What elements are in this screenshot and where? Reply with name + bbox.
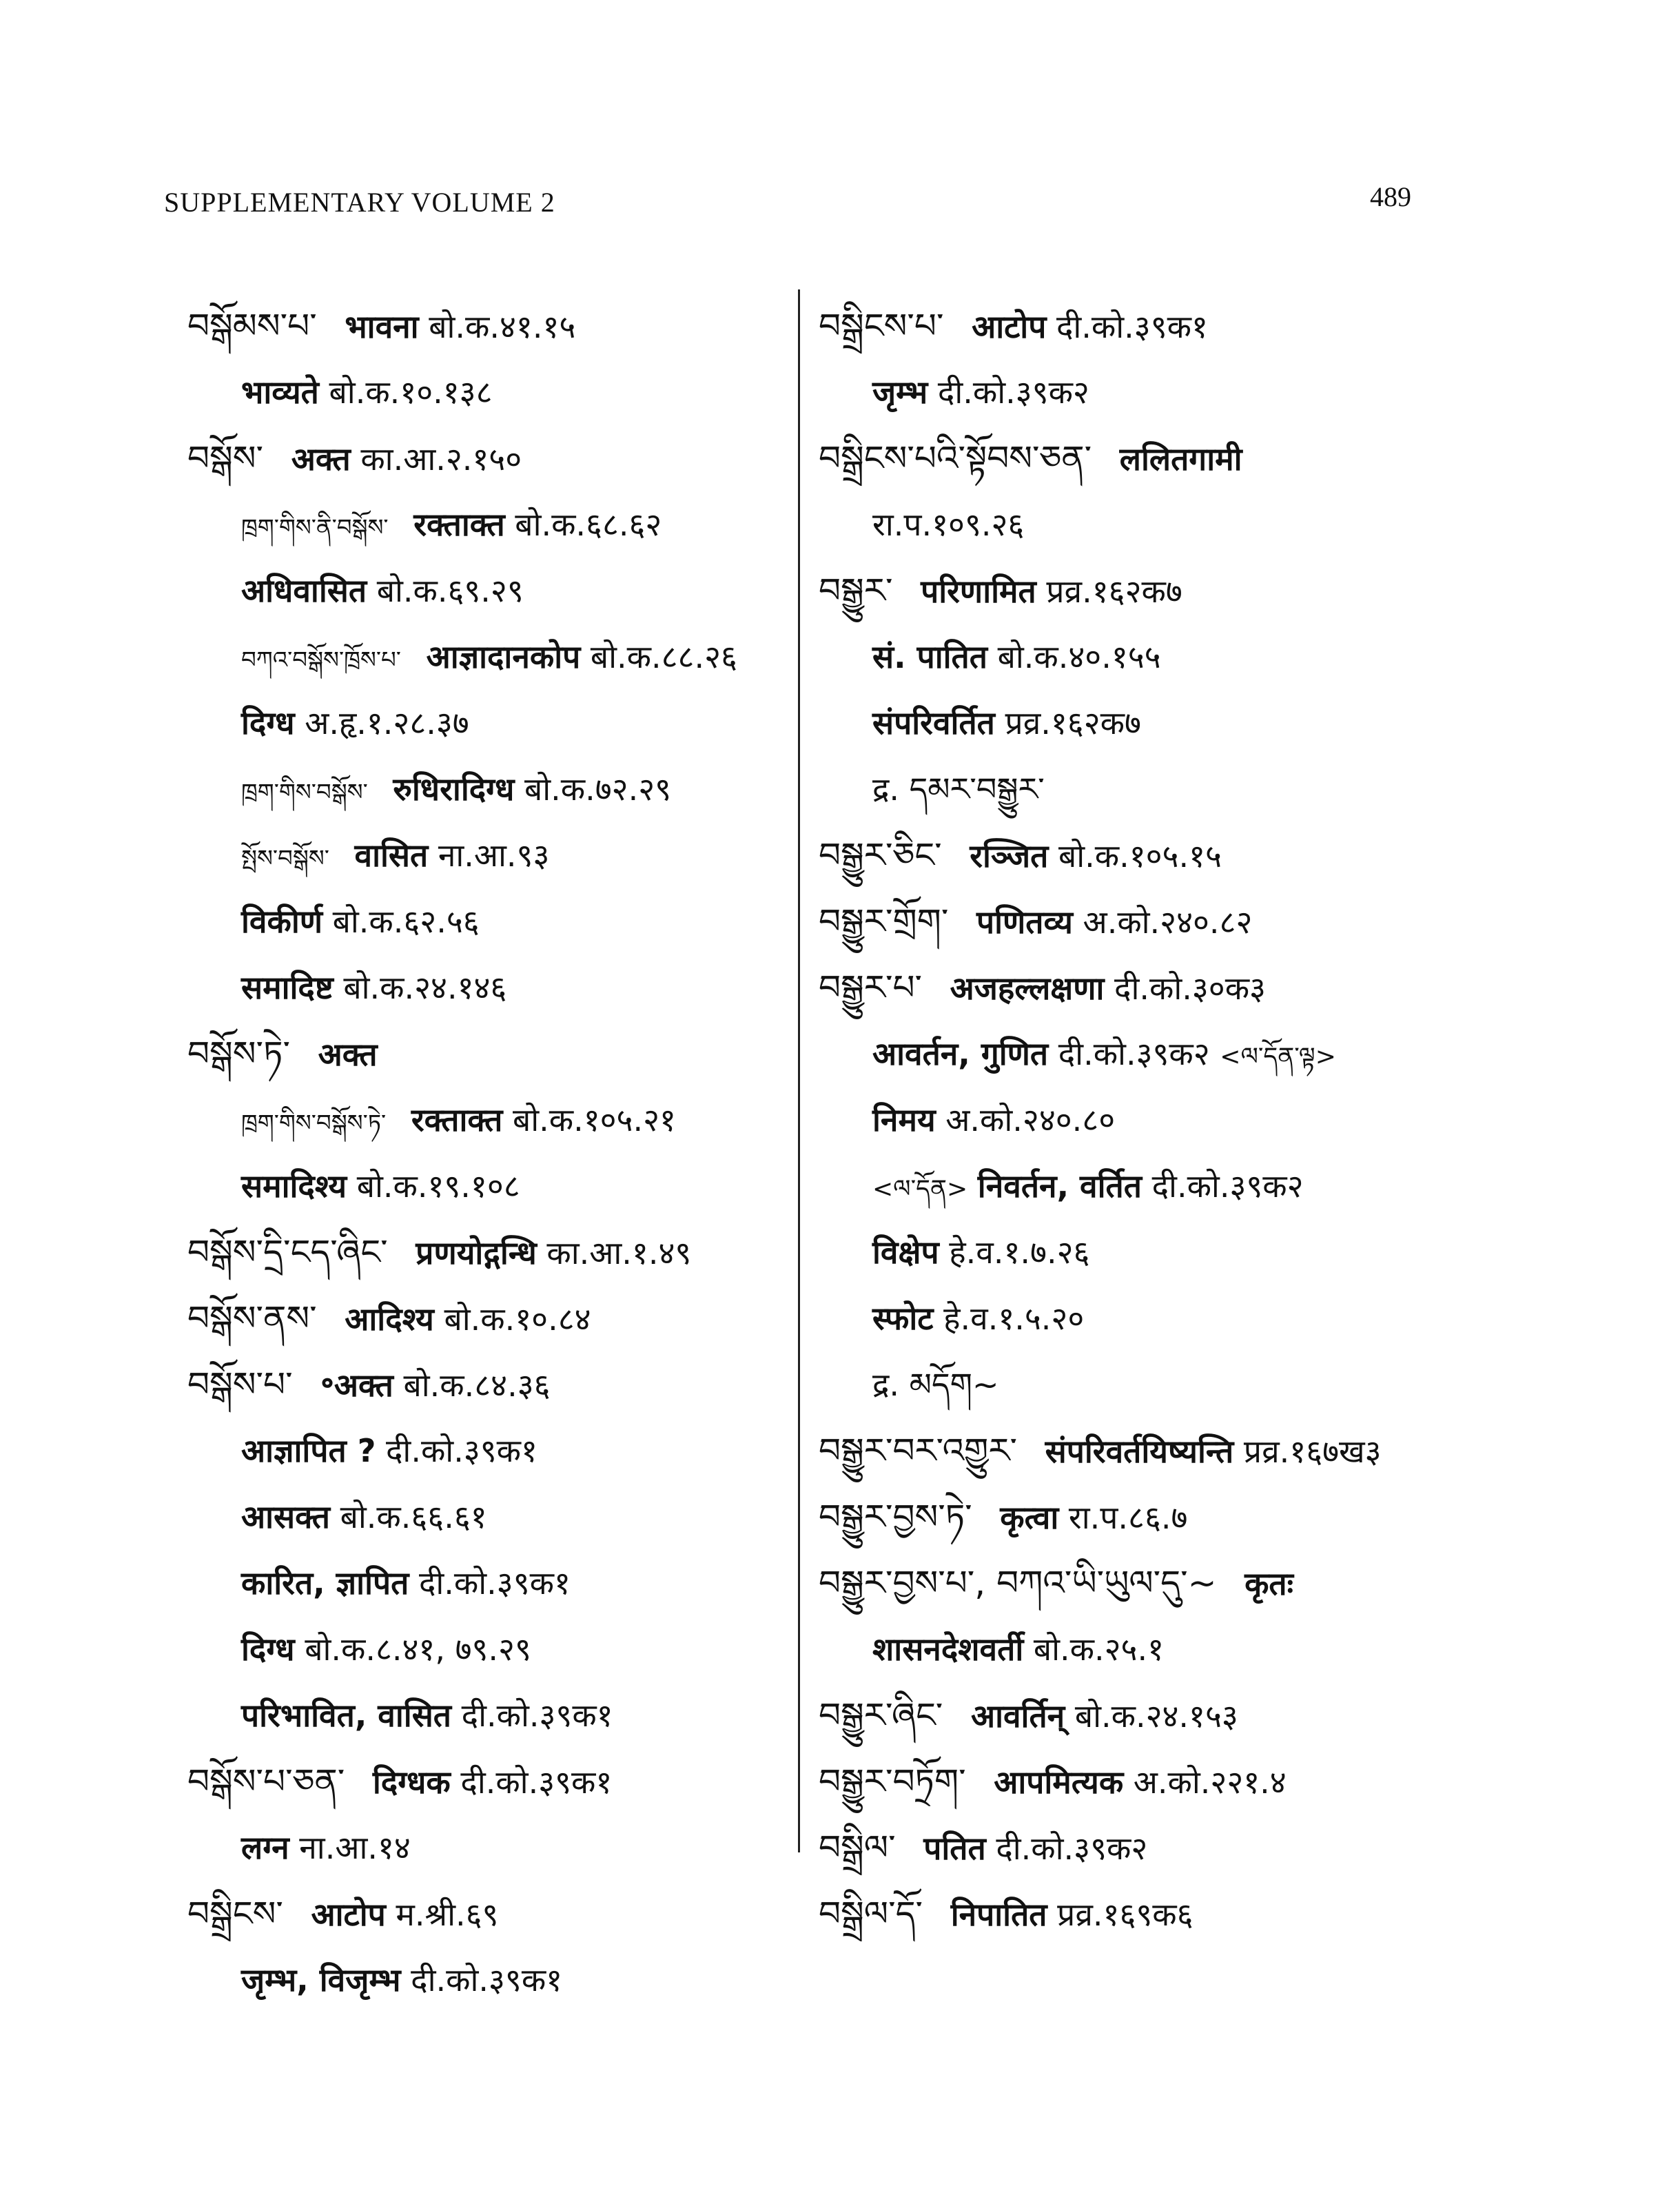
usage-note: <ལ་དོན་ལྟ>	[1220, 1043, 1336, 1071]
sanskrit-term: आटोप	[311, 1896, 386, 1933]
sanskrit-term: प्रणयोद्गन्धि	[416, 1234, 537, 1271]
sanskrit-term: रञ्जित	[970, 837, 1049, 875]
page-number: 489	[1370, 181, 1411, 212]
tibetan-headword: བསྒྱུར་ཞིང་	[819, 1695, 943, 1735]
source-reference: दी.को.३९क१	[460, 1764, 613, 1801]
source-reference: का.आ.१.४९	[546, 1234, 692, 1271]
tibetan-headword: བསྒོས་ཏེ་	[187, 1034, 290, 1074]
source-reference: बो.क.१९.१०८	[356, 1167, 520, 1205]
source-reference: अ.को.२२१.४	[1133, 1764, 1287, 1801]
dictionary-entry	[187, 1021, 780, 1087]
source-reference: दी.को.३९क२	[1151, 1167, 1304, 1205]
running-title: SUPPLEMENTARY VOLUME 2	[164, 187, 555, 218]
sanskrit-term: रक्ताक्त	[413, 506, 505, 543]
tibetan-headword: བསྒྱུར་པ་	[819, 968, 922, 1008]
tibetan-headword: བསྒྱུར་གྲོག་	[819, 901, 949, 941]
tibetan-subhead: ཁྲག་གིས་ནི་བསྒོས་	[241, 514, 389, 542]
dictionary-entry	[819, 822, 1665, 888]
tibetan-headword: བསྒོས་	[187, 438, 264, 478]
dictionary-subentry	[187, 1550, 780, 1616]
source-reference: दी.को.३९क१	[411, 1961, 563, 1999]
sanskrit-term: दिग्ध	[241, 1631, 295, 1668]
dictionary-subentry	[819, 756, 1665, 822]
sanskrit-term: भावना	[345, 308, 419, 345]
tibetan-headword: བསྒོས་ནས་	[187, 1298, 317, 1338]
dictionary-subentry	[819, 624, 1665, 690]
source-reference: दी.को.३९क२	[996, 1830, 1148, 1867]
dictionary-entry	[819, 293, 1665, 359]
sanskrit-term: समादिष्ट	[241, 969, 334, 1006]
source-reference: बो.क.२४.१५३	[1074, 1697, 1238, 1735]
source-reference: हे.व.१.५.२०	[943, 1300, 1085, 1337]
column-divider	[798, 289, 800, 1852]
source-reference: दी.को.३९क१	[461, 1697, 613, 1734]
dictionary-subentry	[819, 1219, 1665, 1285]
sanskrit-term: जृम्भ, विजृम्भ	[241, 1961, 401, 1999]
dictionary-entry	[819, 1418, 1665, 1484]
source-reference: द्र. དམར་བསྒྱུར་	[872, 770, 1045, 808]
sanskrit-term: परिणामित	[921, 573, 1036, 610]
sanskrit-term: रुधिरादिग्ध	[393, 770, 515, 808]
source-reference: बो.क.१०.१३८	[329, 374, 493, 411]
source-reference: ना.आ.१४	[299, 1829, 411, 1866]
dictionary-subentry	[187, 954, 780, 1021]
source-reference: रा.प.१०९.२६	[872, 506, 1025, 543]
dictionary-subentry	[187, 558, 780, 624]
dictionary-entry	[819, 425, 1665, 491]
dictionary-entry	[819, 558, 1665, 624]
dictionary-subentry	[187, 1087, 780, 1153]
source-reference: प्रव्र.१६२क७	[1046, 573, 1182, 610]
dictionary-subentry	[819, 1351, 1665, 1418]
sanskrit-term: सं. पातित	[872, 638, 987, 675]
sanskrit-term: पणितव्य	[976, 903, 1073, 941]
right-column	[819, 293, 1665, 1947]
sanskrit-term: कृत्वा	[1000, 1499, 1059, 1536]
dictionary-subentry	[187, 1815, 780, 1881]
sanskrit-term: ॰अक्त	[320, 1367, 393, 1404]
sanskrit-term: भाव्यते	[241, 374, 319, 411]
sanskrit-term: समादिश्य	[241, 1167, 347, 1205]
dictionary-subentry	[819, 1285, 1665, 1351]
tibetan-headword: བསྒྱུར་བཏྲོག་	[819, 1761, 966, 1801]
sanskrit-term: दिग्ध	[241, 704, 295, 742]
sanskrit-term: आटोप	[972, 308, 1047, 345]
source-reference: अ.हृ.१.२८.३७	[305, 704, 469, 742]
dictionary-entry	[819, 1881, 1665, 1947]
dictionary-subentry	[187, 1947, 780, 2013]
tibetan-headword: བསྒོས་དྲི་ངད་ཞིང་	[187, 1232, 388, 1272]
source-reference: बो.क.८८.२६	[590, 638, 737, 675]
dictionary-subentry	[187, 1616, 780, 1682]
sanskrit-term: आपमित्यक	[994, 1764, 1124, 1801]
source-reference: दी.को.३९क१	[418, 1564, 571, 1602]
source-reference: रा.प.८६.७	[1068, 1499, 1188, 1536]
source-reference: बो.क.८४.३६	[403, 1367, 551, 1404]
sanskrit-term: आदिश्य	[345, 1300, 434, 1338]
dictionary-entry	[187, 1219, 780, 1285]
sanskrit-term: आसक्त	[241, 1498, 330, 1535]
sanskrit-term: ललितगामी	[1119, 440, 1242, 478]
tibetan-headword: བསྒྱུར་བྱས་ཏེ་	[819, 1497, 972, 1537]
dictionary-entry	[819, 888, 1665, 954]
sanskrit-term: आज्ञापित ?	[241, 1432, 376, 1469]
sanskrit-term: जृम्भ	[872, 374, 928, 411]
dictionary-subentry	[187, 1484, 780, 1550]
source-reference: ना.आ.९३	[438, 837, 550, 874]
source-reference: अ.को.२४०.८२	[1083, 903, 1253, 941]
dictionary-subentry	[819, 690, 1665, 756]
source-reference: बो.क.६२.५६	[332, 903, 480, 940]
tibetan-headword: བསྒྱུར་	[819, 571, 893, 611]
source-reference: अ.को.२४०.८०	[945, 1101, 1116, 1138]
source-reference: द्र. མདོག~	[872, 1366, 999, 1403]
dictionary-entry	[819, 1815, 1665, 1881]
sanskrit-term: संपरिवर्तयिष्यन्ति	[1045, 1433, 1234, 1470]
left-column	[187, 293, 780, 2013]
sanskrit-term: पतित	[923, 1830, 986, 1867]
source-reference: बो.क.६८.६२	[515, 506, 662, 543]
source-reference: दी.को.३९क२	[937, 374, 1089, 411]
dictionary-entry	[819, 1550, 1665, 1616]
source-reference: बो.क.४०.१५५	[997, 638, 1161, 675]
source-reference: बो.क.२५.१	[1033, 1631, 1165, 1668]
sanskrit-term: अक्त	[291, 440, 351, 478]
sanskrit-term: रक्ताक्त	[411, 1101, 503, 1138]
tibetan-headword: བསྒོས་པ་ཅན་	[187, 1761, 345, 1801]
source-reference: म.श्री.६९	[396, 1896, 499, 1933]
tibetan-subhead: སྤོས་བསྒོས་	[241, 845, 329, 872]
dictionary-entry	[819, 1682, 1665, 1748]
tibetan-headword: བསྒྲིངས་	[187, 1894, 283, 1934]
sanskrit-term: अजहल्लक्षणा	[950, 970, 1105, 1007]
sanskrit-term: लग्न	[241, 1829, 289, 1866]
sanskrit-term: स्फोट	[872, 1300, 934, 1337]
source-reference: बो.क.४१.१५	[429, 308, 576, 345]
dictionary-subentry	[187, 822, 780, 888]
sanskrit-term: अक्त	[318, 1036, 378, 1073]
sanskrit-term: आवर्तन, गुणित	[872, 1035, 1049, 1072]
source-reference: प्रव्र.१६७ख३	[1243, 1433, 1382, 1470]
sanskrit-term: निवर्तन, वर्तित	[977, 1167, 1142, 1205]
dictionary-subentry	[187, 888, 780, 954]
source-reference: बो.क.१०५.१५	[1058, 837, 1222, 875]
source-reference: दी.को.३९क२	[1058, 1035, 1210, 1072]
sanskrit-term: शासनदेशवर्ती	[872, 1631, 1024, 1668]
dictionary-entry	[187, 1285, 780, 1351]
sanskrit-term: अधिवासित	[241, 572, 367, 609]
source-reference: बो.क.१०.८४	[444, 1300, 591, 1338]
source-reference: प्रव्र.१६९क६	[1057, 1896, 1194, 1933]
dictionary-subentry	[819, 491, 1665, 558]
source-reference: दी.को.३९क१	[386, 1432, 537, 1469]
sanskrit-term: निमय	[872, 1101, 936, 1138]
source-reference: बो.क.६६.६१	[340, 1498, 487, 1535]
tibetan-headword: བསྒོས་པ་	[187, 1365, 293, 1404]
tibetan-subhead: ཁྲག་གིས་བསྒོས་	[241, 779, 368, 806]
source-reference: दी.को.३९क१	[1056, 308, 1208, 345]
tibetan-subhead: ཁྲག་གིས་བསྒོས་ཏེ་	[241, 1110, 387, 1137]
tibetan-headword: བསྒྲིངས་པ་	[819, 306, 944, 346]
sanskrit-term: कृतः	[1244, 1565, 1293, 1602]
dictionary-subentry	[819, 1153, 1665, 1219]
source-reference: बो.क.७२.२९	[524, 770, 672, 808]
dictionary-entry	[187, 293, 780, 359]
dictionary-entry	[819, 954, 1665, 1021]
dictionary-subentry	[819, 1021, 1665, 1087]
usage-note: <ལ་དོན>	[872, 1175, 968, 1203]
sanskrit-term: संपरिवर्तित	[872, 704, 995, 742]
sanskrit-term: आज्ञादानकोप	[426, 638, 581, 675]
dictionary-subentry	[819, 1087, 1665, 1153]
dictionary-subentry	[187, 756, 780, 822]
source-reference: बो.क.१०५.२१	[512, 1101, 676, 1138]
dictionary-entry	[187, 1351, 780, 1418]
tibetan-headword: བསྒོམས་པ་	[187, 306, 317, 346]
sanskrit-term: दिग्धक	[372, 1764, 451, 1801]
dictionary-subentry	[187, 690, 780, 756]
tibetan-headword: བསྒྱུར་ཅིང་	[819, 835, 942, 875]
sanskrit-term: कारित, ज्ञापित	[241, 1564, 409, 1602]
dictionary-entry	[819, 1748, 1665, 1815]
dictionary-subentry	[819, 359, 1665, 425]
sanskrit-term: परिभावित, वासित	[241, 1697, 452, 1734]
dictionary-subentry	[187, 359, 780, 425]
dictionary-entry	[187, 1748, 780, 1815]
tibetan-headword: བསྒྲིལ་	[819, 1828, 896, 1868]
dictionary-subentry	[187, 624, 780, 690]
tibetan-headword: བསྒྲིངས་པའི་སྟོབས་ཅན་	[819, 438, 1092, 478]
sanskrit-term: वासित	[354, 837, 429, 874]
source-reference: बो.क.६९.२९	[376, 572, 524, 609]
dictionary-subentry	[187, 1153, 780, 1219]
dictionary-subentry	[187, 1682, 780, 1748]
source-reference: प्रव्र.१६२क७	[1005, 704, 1141, 742]
tibetan-subhead: བཀའ་བསྒོས་ཁྲོས་པ་	[241, 646, 401, 674]
sanskrit-term: विक्षेप	[872, 1234, 939, 1271]
dictionary-subentry	[819, 1616, 1665, 1682]
sanskrit-term: आवर्तिन्	[970, 1697, 1065, 1735]
dictionary-subentry	[187, 491, 780, 558]
dictionary-subentry	[187, 1418, 780, 1484]
source-reference: बो.क.२४.१४६	[343, 969, 507, 1006]
source-reference: बो.क.८.४१, ७९.२९	[305, 1631, 531, 1668]
sanskrit-term: विकीर्ण	[241, 903, 322, 940]
tibetan-headword: བསྒྱུར་བར་འགྱུར་	[819, 1431, 1017, 1471]
tibetan-headword: བསྒྲིལ་དོ་	[819, 1894, 923, 1934]
source-reference: का.आ.२.१५०	[360, 440, 522, 478]
dictionary-entry	[819, 1484, 1665, 1550]
tibetan-headword: བསྒྱུར་བྱས་པ་, བཀའ་ཡི་ཡུལ་དུ་~	[819, 1563, 1217, 1603]
source-reference: हे.व.१.७.२६	[949, 1234, 1090, 1271]
dictionary-entry	[187, 1881, 780, 1947]
sanskrit-term: निपातित	[950, 1896, 1047, 1933]
dictionary-entry	[187, 425, 780, 491]
source-reference: दी.को.३०क३	[1114, 970, 1266, 1007]
